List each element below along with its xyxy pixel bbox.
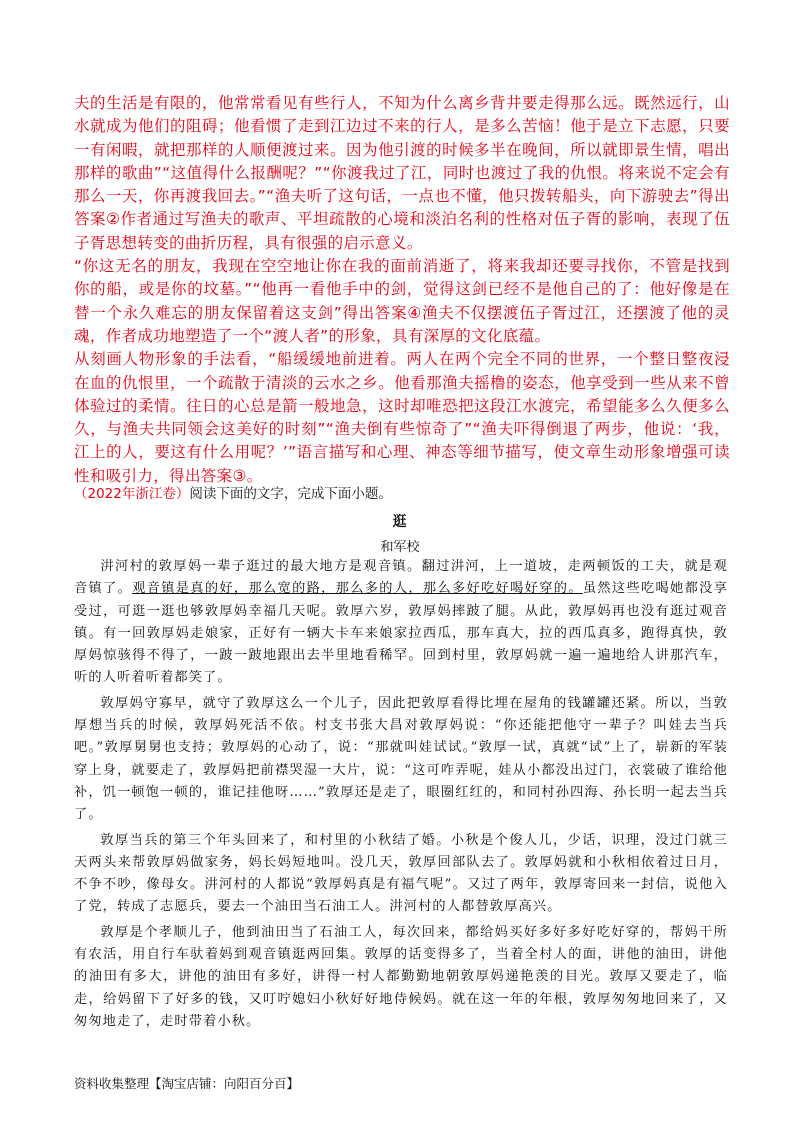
question-source: （2022年浙江卷）	[74, 486, 190, 502]
question-instruction: 阅读下面的文字，完成下面小题。	[189, 486, 392, 502]
story-author: 和军校	[380, 540, 420, 555]
story-body	[74, 556, 728, 1036]
story-paragraph: 敦厚是个孝顺儿子，他到油田当了石油工人，每次回来，都给妈买好多好多好吃好穿的，帮妈干所有农活，用自行车驮着妈到观音镇逛两回集。敦厚的话变得多了，当着全村人的面，讲他的油田，讲他的油田有多大，讲他的油田有多好，讲得一村人都勤勤地朝敦厚妈递艳羡的目光。敦厚又要走了，临走，给妈留下了好多的钱，又叮咛媳妇小秋好好地侍候妈。就在这一年的年根，敦厚匆匆地回来了，又匆匆地走了，走时带着小秋。	[74, 924, 728, 1029]
answer-paragraph: 夫的生活是有限的，他常常看见有些行人，不知为什么离乡背井要走得那么远。既然远行，山水就成为他们的阻碍；他看惯了走到江边过不来的行人，是多么苦恼！他于是立下志愿，只要一有闲暇，就把那样的人顺便渡过来。因为他引渡的时候多半在晚间，所以就即景生情，唱出那样的歌曲”“这值得什么报酬呢？”“你渡我过了江，同时也渡过了我的仇恨。将来说不定会有那么一天，你再渡我回去。”“渔夫听了这句话，一点也不懂，他只拨转船头，向下游驶去”得出答案②作者通过写渔夫的歌声、平坦疏散的心境和淡泊名利的性格对伍子胥的影响，表现了伍子胥思想转变的曲折历程，具有很强的启示意义。	[74, 94, 730, 252]
answer-analysis	[74, 92, 730, 488]
story-paragraph: 敦厚妈守寡早，就守了敦厚这么一个儿子，因此把敦厚看得比埋在屋角的钱罐罐还紧。所以，当敦厚想当兵的时候，敦厚妈死活不依。村支书张大昌对敦厚妈说：“你还能把他守一辈子？叫娃去当兵吧。”敦厚舅舅也支持；敦厚妈的心动了，说：“那就叫娃试试。”敦厚一试，真就“试”上了，崭新的军装穿上身，就要走了，敦厚妈把前襟哭湿一大片，说：“这可咋弄呢，娃从小都没出过门，衣裳破了谁给他补，饥一顿饱一顿的，谁记挂他呀……”敦厚还是走了，眼圈红红的，和同村孙四海、孙长明一起去当兵了。	[74, 695, 728, 823]
answer-paragraph: “你这无名的朋友，我现在空空地让你在我的面前消逝了，将来我却还要寻找你，不管是找到你的船，或是你的坟墓。”“他再一看他手中的剑，觉得这剑已经不是他自己的了：他好像是在替一个永久难忘的朋友保留着这支剑”得出答案④渔夫不仅摆渡伍子胥过江，还摆渡了他的灵魂，作者成功地塑造了一个“渡人者”的形象，具有深厚的文化底蕴。	[74, 257, 730, 345]
story-paragraph: 汫河村的敦厚妈一辈子逛过的最大地方是观音镇。翻过汫河，上一道坡，走两顿饭的工夫，就是观音镇了。观音镇是真的好，那么宽的路，那么多的人，那么多好吃好喝好穿的。虽然这些吃喝她都没享受过，可逛一逛也够敦厚妈幸福几天呢。敦厚六岁，敦厚妈摔跛了腿。从此，敦厚妈再也没有逛过观音镇。有一回敦厚妈走娘家，正好有一辆大卡车来娘家拉西瓜，那车真大，拉的西瓜真多，跑得真快，敦厚妈惊骇得不得了，一跛一跛地跟出去半里地看稀罕。回到村里，敦厚妈就一遍一遍地给人讲那汽车，听的人听着听着都笑了。	[74, 559, 729, 686]
underlined-sentence: 观音镇是真的好，那么宽的路，那么多的人，那么多好吃好喝好穿的。	[132, 581, 583, 597]
page-footer: 资料收集整理【淘宝店铺：向阳百分百】	[74, 1076, 300, 1091]
question-intro	[74, 484, 730, 504]
answer-paragraph: 从刻画人物形象的手法看，“船缓缓地前进着。两人在两个完全不同的世界，一个整日整夜浸在血的仇恨里，一个疏散于清淡的云水之乡。他看那渔夫摇橹的姿态，他享受到一些从来不曾体验过的柔情。往日的心总是箭一般地急，这时却唯恐把这段江水渡完，希望能多么久便多么久，与渔夫共同领会这美好的时刻”“渔夫倒有些惊奇了”“渔夫吓得倒退了两步，他说：‘我，江上的人，要这有什么用呢？’”语言描写和心理、神态等细节描写，使文章生动形象增强可读性和吸引力，得出答案③。	[74, 350, 730, 485]
story-paragraph: 敦厚当兵的第三个年头回来了，和村里的小秋结了婚。小秋是个俊人儿，少话，识理，没过门就三天两头来帮敦厚妈做家务，妈长妈短地叫。没几天，敦厚回部队去了。敦厚妈就和小秋相依着过日月，不争不吵，像母女。汫河村的人都说“敦厚妈真是有福气呢”。又过了两年，敦厚寄回来一封信，说他入了党，转成了志愿兵，要去一个油田当石油工人。汫河村的人都替敦厚高兴。	[74, 832, 728, 915]
story-title: 逛	[392, 514, 408, 530]
